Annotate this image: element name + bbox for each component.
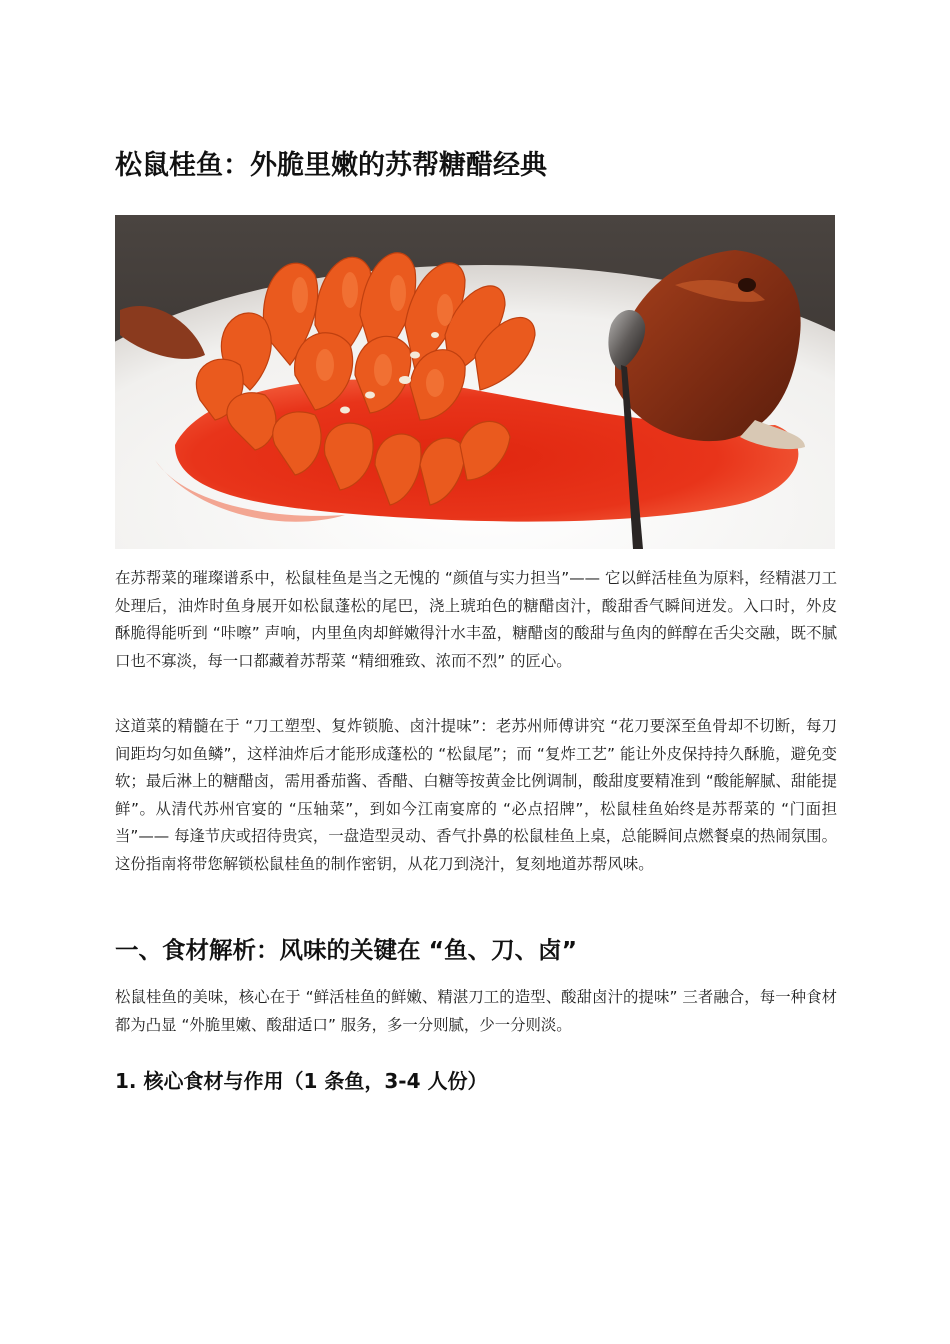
section-intro-paragraph: 松鼠桂鱼的美味，核心在于 “鲜活桂鱼的鲜嫩、精湛刀工的造型、酸甜卤汁的提味” 三者融合，每一种食材都为凸显 “外脆里嫩、酸甜适口” 服务，多一分则腻，少一分则淡。 xyxy=(115,988,837,1034)
document-title: 松鼠桂鱼：外脆里嫩的苏帮糖醋经典 xyxy=(115,150,547,181)
squirrel-mandarin-fish-photo xyxy=(115,215,835,549)
intro-paragraph-1: 在苏帮菜的璀璨谱系中，松鼠桂鱼是当之无愧的 “颜值与实力担当”—— 它以鲜活桂鱼为原料，经精湛刀工处理后，油炸时鱼身展开如松鼠蓬松的尾巴，浇上琥珀色的糖醋卤汁，酸甜香气瞬间迸发。入口时，外皮酥脆得能听到 “咔嚓” 声响，内里鱼肉却鲜嫩得汁水丰盈，糖醋卤的酸甜与鱼肉的鲜醇在舌尖交融，既不腻口也不寡淡，每一口都藏着苏帮菜 “精细雅致、浓而不烈” 的匠心。 xyxy=(115,569,837,670)
subsection-heading-core-ingredients: 1. 核心食材与作用（1 条鱼，3-4 人份） xyxy=(115,1069,488,1093)
section-heading-ingredients: 一、食材解析：风味的关键在 “鱼、刀、卤” xyxy=(115,936,578,964)
intro-paragraph-2: 这道菜的精髓在于 “刀工塑型、复炸锁脆、卤汁提味”：老苏州师傅讲究 “花刀要深至鱼骨却不切断，每刀间距均匀如鱼鳞”，这样油炸后才能形成蓬松的 “松鼠尾”；而 “复炸工艺” 能让外皮保持持久酥脆，避免变软；最后淋上的糖醋卤，需用番茄酱、香醋、白糖等按黄金比例调制，酸甜度要精准到 “酸能解腻、甜能提鲜”。从清代苏州官宴的 “压轴菜”，到如今江南宴席的 “必点招牌”，松鼠桂鱼始终是苏帮菜的 “门面担当”—— 每逢节庆或招待贵宾，一盘造型灵动、香气扑鼻的松鼠桂鱼上桌，总能瞬间点燃餐桌的热闹氛围。这份指南将带您解锁松鼠桂鱼的制作密钥，从花刀到浇汁，复刻地道苏帮风味。 xyxy=(115,717,837,873)
